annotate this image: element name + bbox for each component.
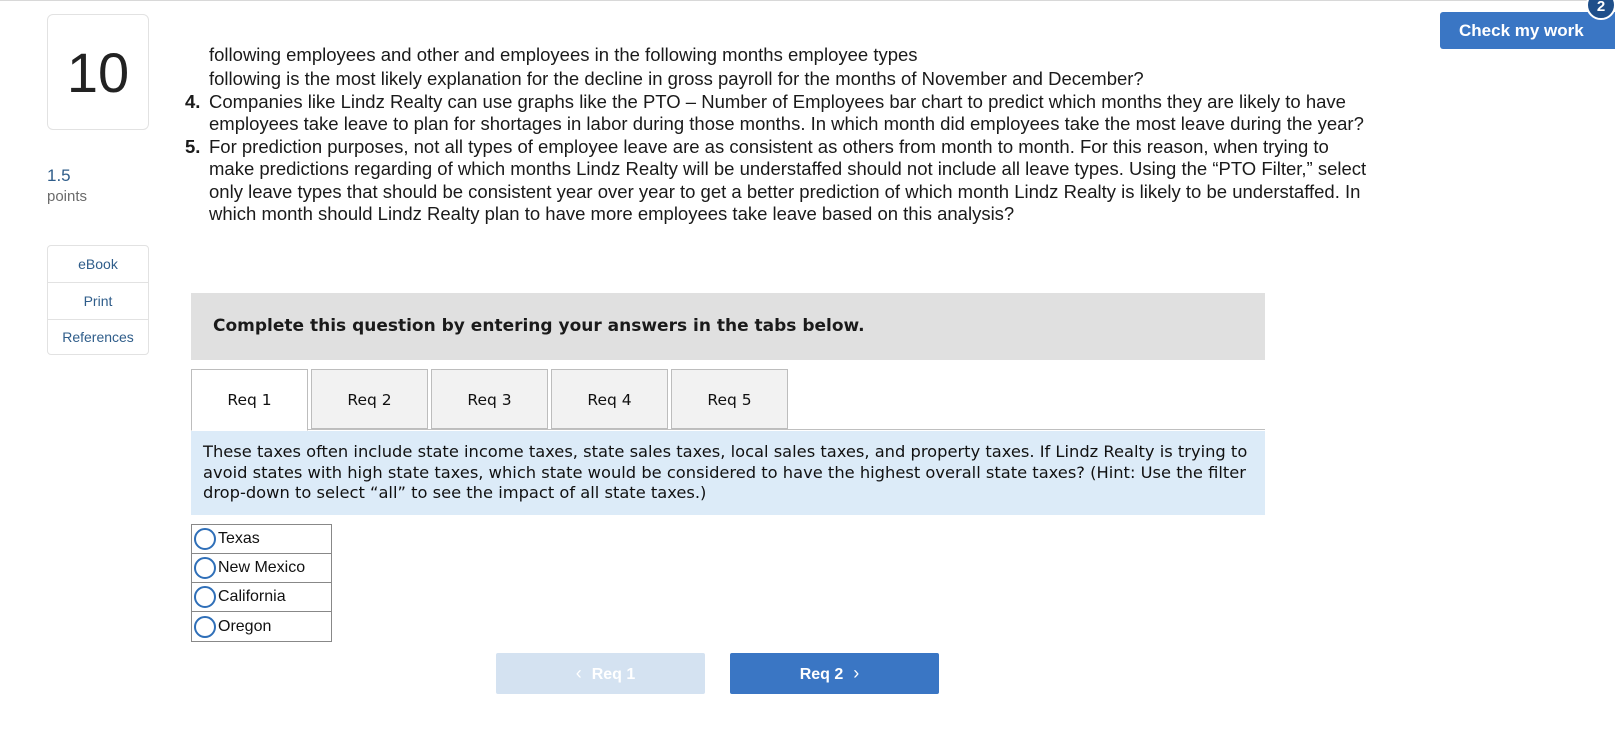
resource-sidebar: [47, 245, 149, 355]
tab-req-1[interactable]: Req 1: [191, 369, 308, 431]
ebook-link[interactable]: eBook: [48, 246, 148, 283]
req-prompt: These taxes often include state income taxes, state sales taxes, local sales taxes, and property taxes. If Lindz Realty is trying to avoid states with high state taxes, which state would be considered to have the highest overall state taxes? (Hint: Use the filter drop-down to select “all” to see the impact of all state taxes.): [191, 431, 1265, 515]
option-label: California: [218, 588, 286, 605]
references-link[interactable]: References: [62, 329, 134, 345]
option-texas[interactable]: [192, 525, 331, 554]
scrolled-off-line: following employees and other and employees in the following months employee types: [209, 44, 918, 65]
radio-icon[interactable]: [194, 528, 216, 550]
question-line-continuation: following is the most likely explanation for the decline in gross payroll for the months of November and December?: [209, 68, 1144, 89]
instruction-banner: Complete this question by entering your answers in the tabs below.: [191, 293, 1265, 360]
item-number: 4.: [185, 90, 201, 112]
next-req-button[interactable]: Req 2 ›: [730, 653, 939, 694]
answer-options: [191, 524, 332, 642]
tab-req-5[interactable]: Req 5: [671, 369, 788, 429]
top-divider: [0, 0, 1600, 1]
chevron-right-icon: ›: [853, 663, 860, 683]
attempts-badge: 2: [1586, 0, 1616, 20]
item-text: Companies like Lindz Realty can use graphs like the PTO – Number of Employees bar chart to predict which months they are likely to have employees take leave to plan for shortages in labor during those months. In which month did employees take the most leave during the year?: [209, 90, 1364, 134]
question-text: [185, 44, 1375, 226]
tab-req-3[interactable]: Req 3: [431, 369, 548, 429]
prev-req-button: ‹ Req 1: [496, 653, 705, 694]
option-label: Oregon: [218, 617, 272, 635]
radio-icon[interactable]: [194, 557, 216, 579]
question-number: 10: [47, 14, 149, 130]
tab-req-4[interactable]: Req 4: [551, 369, 668, 429]
chevron-left-icon: ‹: [575, 663, 582, 683]
item-number: 5.: [185, 135, 201, 157]
option-oregon[interactable]: [192, 612, 331, 641]
check-my-work-button[interactable]: Check my work: [1440, 12, 1615, 49]
option-new-mexico[interactable]: [192, 554, 331, 583]
points-label: points: [47, 188, 88, 205]
req-tabs: [191, 369, 1265, 430]
radio-icon[interactable]: [194, 616, 216, 638]
tab-req-2[interactable]: Req 2: [311, 369, 428, 429]
points-value: 1.5: [47, 166, 71, 185]
print-link[interactable]: Print: [48, 283, 148, 320]
option-label: New Mexico: [218, 559, 306, 576]
option-label: Texas: [218, 530, 260, 547]
item-text: For prediction purposes, not all types of employee leave are as consistent as others from month to month. For this reason, when trying to make predictions regarding of which months Lindz Realty will be understaffed should not include all leave types. Using the “PTO Filter,” select only leave types that should be consistent year over year to get a better prediction of which month Lindz Realty is likely to be understaffed. In which month should Lindz Realty plan to have more employees take leave based on this analysis?: [209, 135, 1367, 224]
option-california[interactable]: [192, 583, 331, 612]
radio-icon[interactable]: [194, 586, 216, 608]
question-item-4: [185, 91, 1375, 136]
question-item-5: [185, 136, 1375, 226]
